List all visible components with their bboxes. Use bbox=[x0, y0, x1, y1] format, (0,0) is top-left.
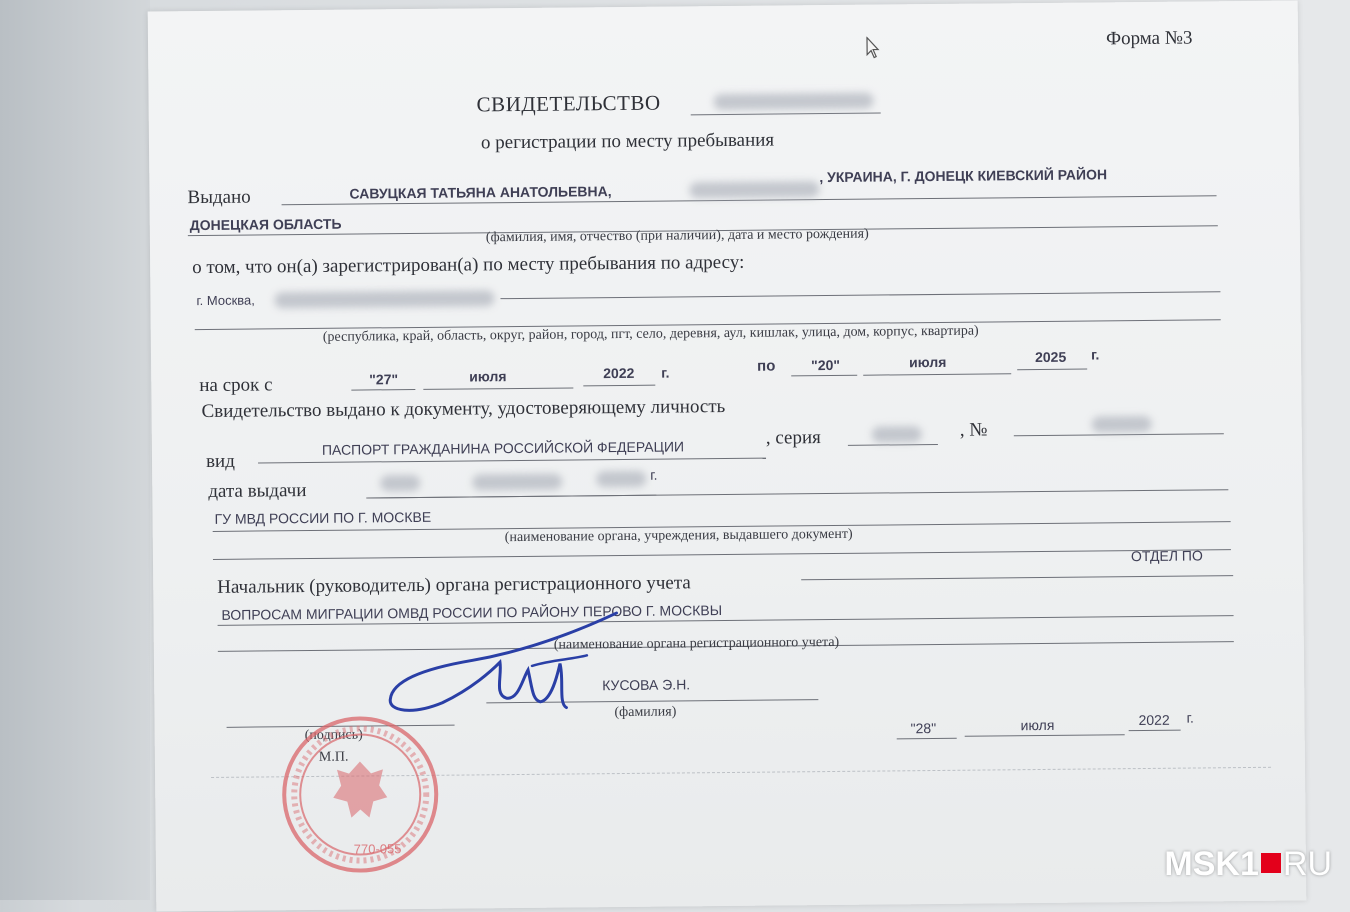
kind-label: вид bbox=[205, 450, 235, 473]
sign-date-day-line bbox=[897, 738, 957, 740]
monitor-background bbox=[0, 0, 150, 900]
doc-text: Свидетельство выдано к документу, удостоверяющему личность bbox=[201, 396, 726, 423]
term-from-day-line bbox=[351, 389, 415, 391]
term-label: на срок с bbox=[199, 374, 273, 397]
watermark-brand: MSK1 bbox=[1164, 845, 1259, 883]
redacted-series bbox=[872, 426, 922, 442]
redacted-issue-year bbox=[596, 471, 646, 487]
head-text: Начальник (руководитель) органа регистрационного учета bbox=[217, 572, 691, 598]
address-city: г. Москва, bbox=[196, 292, 255, 309]
surname-caption: (фамилия) bbox=[614, 704, 677, 721]
registration-certificate-form bbox=[148, 1, 1307, 912]
issue-date-label: дата выдачи bbox=[208, 480, 307, 502]
head-org-line-2: ВОПРОСАМ МИГРАЦИИ ОМВД РОССИИ ПО РАЙОНУ ПЕРОВО Г. МОСКВЫ bbox=[221, 602, 723, 623]
term-from-day: "27" bbox=[369, 371, 399, 388]
official-seal-stamp bbox=[278, 713, 442, 877]
number-line bbox=[1014, 433, 1224, 436]
issuer-caption: (наименование органа, учреждения, выдавшего документ) bbox=[504, 526, 853, 546]
issue-date-line-ext bbox=[366, 489, 1228, 498]
term-to-label: по bbox=[757, 357, 776, 375]
redacted-issue-day bbox=[380, 475, 420, 491]
redacted-issue-month bbox=[472, 474, 562, 491]
term-to-year-line bbox=[1017, 369, 1087, 371]
redacted-address bbox=[274, 290, 494, 308]
stamp-number: 770-055 bbox=[353, 841, 402, 857]
issued-caption: (фамилия, имя, отчество (при наличии), дата и место рождения) bbox=[485, 226, 869, 246]
sign-date-year-line bbox=[1129, 730, 1181, 731]
sign-date-g: г. bbox=[1186, 709, 1194, 726]
series-label: , серия bbox=[765, 427, 821, 449]
sign-date-year: 2022 bbox=[1138, 711, 1170, 729]
issued-birthplace: , УКРАИНА, Г. ДОНЕЦК КИЕВСКИЙ РАЙОН bbox=[819, 166, 1108, 186]
number-label: , № bbox=[959, 419, 988, 441]
term-to-month: июля bbox=[909, 353, 947, 371]
address-line bbox=[500, 291, 1220, 299]
term-from-year: 2022 bbox=[603, 364, 635, 382]
watermark-tld: RU bbox=[1282, 845, 1332, 883]
issuer-line-2 bbox=[213, 549, 1231, 560]
redacted-certificate-number bbox=[714, 93, 874, 111]
term-to-day-line bbox=[791, 375, 857, 377]
head-caption: (наименование органа регистрационного учета) bbox=[553, 634, 840, 653]
mouse-pointer-icon bbox=[866, 36, 882, 60]
sign-date-day: "28" bbox=[910, 720, 937, 737]
redacted-number bbox=[1092, 416, 1152, 433]
sign-date-month: июля bbox=[1020, 716, 1055, 734]
term-to-day: "20" bbox=[811, 356, 841, 374]
issuer-value: ГУ МВД РОССИИ ПО Г. МОСКВЕ bbox=[214, 508, 432, 527]
head-line bbox=[801, 575, 1233, 580]
term-from-g: г. bbox=[661, 364, 670, 381]
issued-region: ДОНЕЦКАЯ ОБЛАСТЬ bbox=[189, 215, 342, 234]
kind-line bbox=[258, 458, 766, 464]
kind-value: ПАСПОРТ ГРАЖДАНИНА РОССИЙСКОЙ ФЕДЕРАЦИИ bbox=[321, 438, 685, 458]
document-subtitle: о регистрации по месту пребывания bbox=[480, 129, 775, 154]
form-number: Форма №3 bbox=[1105, 27, 1193, 50]
registered-text: о том, что он(а) зарегистрирован(а) по месту пребывания по адресу: bbox=[192, 251, 745, 279]
mp-label: М.П. bbox=[318, 749, 349, 765]
term-from-month: июля bbox=[469, 368, 507, 385]
handwritten-signature bbox=[381, 608, 702, 721]
signer-name: КУСОВА Э.Н. bbox=[602, 676, 691, 694]
sign-date-month-line bbox=[965, 734, 1125, 737]
address-caption: (республика, край, область, округ, район, город, пгт, село, деревня, аул, кишлак, улица, дом, корпус, квартира) bbox=[322, 323, 979, 345]
term-from-month-line bbox=[423, 387, 573, 389]
term-to-month-line bbox=[863, 373, 1011, 375]
issue-date-g: г. bbox=[650, 466, 658, 483]
certificate-number-line bbox=[691, 113, 881, 116]
term-to-g: г. bbox=[1090, 346, 1100, 363]
redacted-birth-date bbox=[689, 181, 819, 198]
watermark-red-square bbox=[1261, 853, 1281, 873]
head-org-line-1: ОТДЕЛ ПО bbox=[1130, 547, 1203, 565]
term-from-year-line bbox=[583, 385, 655, 387]
site-watermark-logo bbox=[1164, 845, 1332, 884]
document-title: СВИДЕТЕЛЬСТВО bbox=[476, 90, 661, 117]
series-line bbox=[848, 444, 938, 446]
signature-caption: (подпись) bbox=[304, 727, 363, 744]
term-to-year: 2025 bbox=[1034, 348, 1067, 366]
issued-full-name: САВУЦКАЯ ТАТЬЯНА АНАТОЛЬЕВНА, bbox=[349, 183, 612, 202]
issued-label: Выдано bbox=[187, 186, 251, 209]
